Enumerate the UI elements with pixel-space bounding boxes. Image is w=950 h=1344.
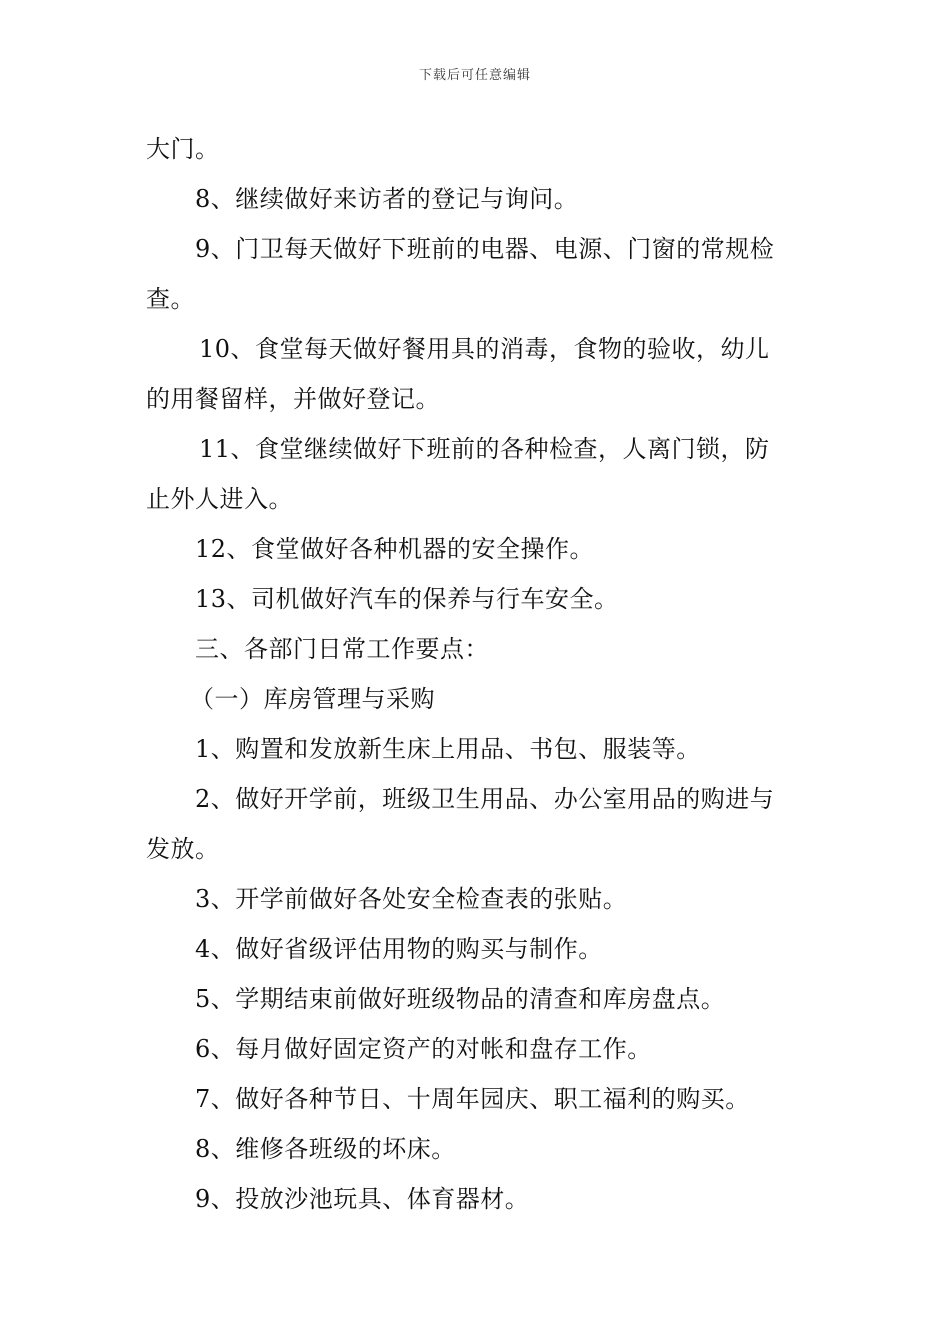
text-line: 5、学期结束前做好班级物品的清查和库房盘点。 (195, 985, 726, 1013)
text-line: 1、购置和发放新生床上用品、书包、服装等。 (195, 735, 701, 763)
text-line: 9、投放沙池玩具、体育器材。 (195, 1185, 530, 1213)
page-header: 下载后可任意编辑 (418, 68, 531, 83)
text-line: 8、维修各班级的坏床。 (195, 1135, 456, 1163)
text-line: 止外人进入。 (146, 485, 293, 513)
text-line: 2、做好开学前，班级卫生用品、办公室用品的购进与 (195, 785, 775, 813)
text-line: 大门。 (146, 135, 220, 163)
text-line: 13、司机做好汽车的保养与行车安全。 (195, 585, 619, 613)
text-line: 发放。 (146, 835, 220, 863)
text-line: 7、做好各种节日、十周年园庆、职工福利的购买。 (195, 1085, 750, 1113)
document-body (146, 124, 811, 1224)
text-line: 8、继续做好来访者的登记与询问。 (195, 185, 579, 213)
text-line: 9、门卫每天做好下班前的电器、电源、门窗的常规检 (195, 235, 775, 263)
text-line: 12、食堂做好各种机器的安全操作。 (195, 535, 595, 563)
section-heading: 三、各部门日常工作要点： (195, 635, 489, 663)
text-line: 4、做好省级评估用物的购买与制作。 (195, 935, 603, 963)
text-line: 3、开学前做好各处安全检查表的张贴。 (195, 885, 628, 913)
text-line: 6、每月做好固定资产的对帐和盘存工作。 (195, 1035, 652, 1063)
text-line: 11、食堂继续做好下班前的各种检查，人离门锁，防 (199, 435, 770, 463)
text-line: 10、食堂每天做好餐用具的消毒，食物的验收，幼儿 (199, 335, 770, 363)
text-line: 查。 (146, 285, 195, 313)
subsection-heading: （一）库房管理与采购 (190, 685, 435, 713)
text-line: 的用餐留样，并做好登记。 (146, 385, 440, 413)
